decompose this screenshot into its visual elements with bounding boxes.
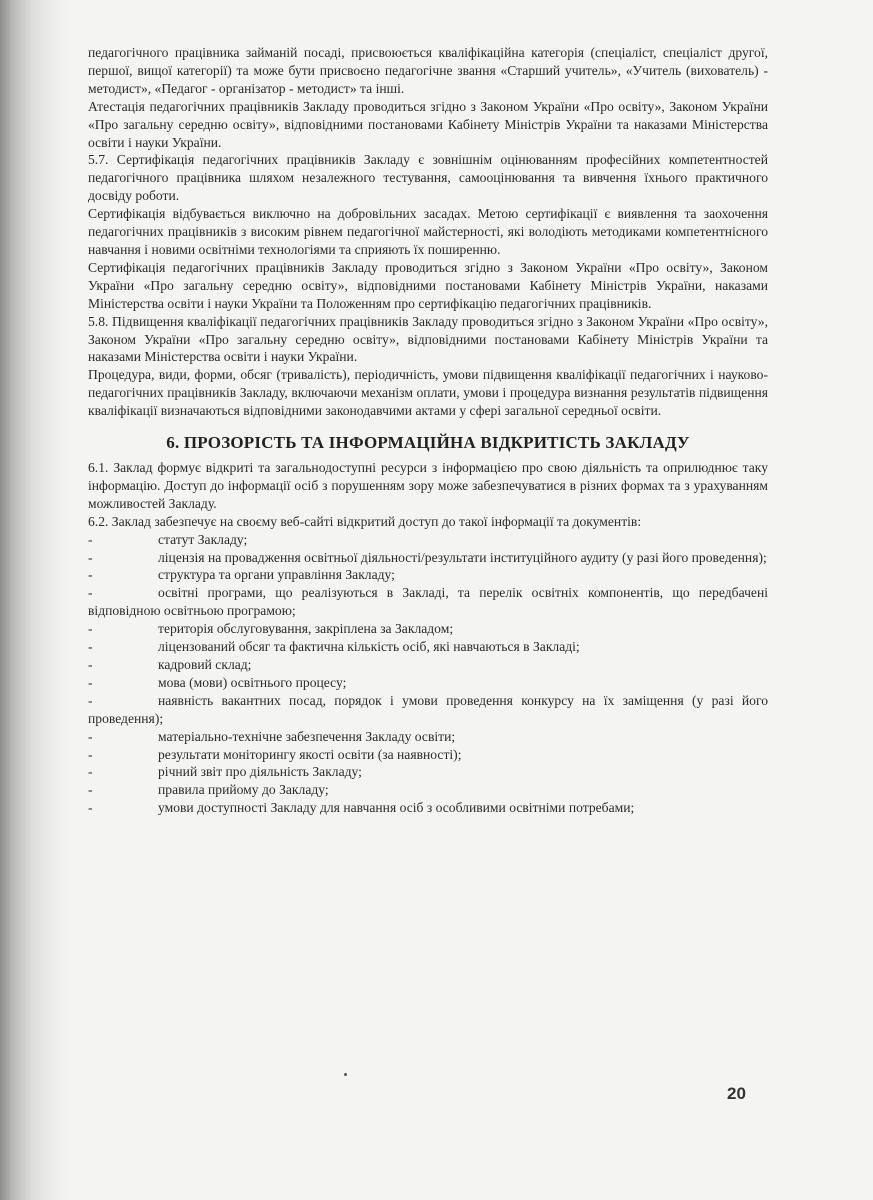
- list-item-text: річний звіт про діяльність Закладу;: [158, 764, 362, 780]
- list-item: [88, 781, 768, 799]
- paragraph: 5.7. Сертифікація педагогічних працівників Закладу є зовнішнім оцінюванням професійних компетентностей педагогічного працівника шляхом незалежного тестування, самооцінювання та вивчення їхнього практичного досвіду роботи.: [88, 152, 768, 204]
- list-item-text: ліцензія на провадження освітньої діяльності/результати інституційного аудиту (у разі його проведення);: [158, 549, 767, 565]
- paragraph: Атестація педагогічних працівників Закладу проводиться згідно з Законом України «Про освіту», Законом України «Про загальну середню освіту», відповідними постановами Кабінету Міністрів України та наказами Міністерства освіти і науки України.: [88, 98, 768, 150]
- list-item: [88, 531, 768, 549]
- bullet-dash: -: [88, 800, 93, 816]
- paragraph: 5.8. Підвищення кваліфікації педагогічних працівників Закладу проводиться згідно з Законом України «Про освіту», Законом України «Про загальну середню освіту», відповідними постановами Кабінету Міністрів України та наказами Міністерства освіти і науки України.: [88, 313, 768, 365]
- list-item-text: ліцензований обсяг та фактична кількість осіб, які навчаються в Закладі;: [158, 639, 580, 655]
- list-item: [88, 549, 768, 567]
- list-item: [88, 692, 768, 728]
- list-item: [88, 638, 768, 656]
- list-item-text: умови доступності Закладу для навчання осіб з особливими освітніми потребами;: [158, 800, 635, 816]
- paragraph: 6.2. Заклад забезпечує на своєму веб-сайті відкритий доступ до такої інформації та документів:: [88, 513, 642, 529]
- bullet-dash: -: [88, 764, 93, 780]
- paragraph: Сертифікація педагогічних працівників Закладу проводиться згідно з Законом України «Про освіту», Законом України «Про загальну середню освіту», відповідними постановами Кабінету Міністрів України, наказами Міністерства освіти і науки України та Положенням про сертифікацію педагогічних працівників.: [88, 259, 768, 311]
- paragraph: Процедура, види, форми, обсяг (тривалість), періодичність, умови підвищення кваліфікації педагогічних і науково-педагогічних працівників Закладу, включаючи механізм оплати, умови і процедура визнання результатів підвищення кваліфікації визначаються відповідними законодавчими актами у сфері загальної середньої освіти.: [88, 367, 768, 419]
- list-item: [88, 620, 768, 638]
- list-item: [88, 763, 768, 781]
- scan-edge-shadow: [0, 0, 70, 1200]
- bullet-dash: -: [88, 585, 93, 601]
- list-item-text: статут Закладу;: [158, 531, 248, 547]
- paragraph: педагогічного працівника займаній посаді, присвоюється кваліфікаційна категорія (спеціаліст, спеціаліст другої, першої, вищої категорії) та може бути присвоєно педагогічне звання «Старший учитель», «Учитель (вихователь) - методист», «Педагог - організатор - методист» та інші.: [88, 45, 768, 96]
- document-page: [88, 44, 768, 817]
- list-item-text: освітні програми, що реалізуються в Закладі, та перелік освітніх компонентів, що передбачені відповідною освітньою програмою;: [88, 585, 768, 619]
- list-item-text: правила прийому до Закладу;: [158, 782, 329, 798]
- list-item: [88, 746, 768, 764]
- bullet-dash: -: [88, 692, 93, 708]
- bullet-dash: -: [88, 746, 93, 762]
- list-item: [88, 674, 768, 692]
- bullet-dash: -: [88, 531, 93, 547]
- section-heading: 6. ПРОЗОРІСТЬ ТА ІНФОРМАЦІЙНА ВІДКРИТІСТЬ ЗАКЛАДУ: [166, 433, 690, 453]
- paragraph: 6.1. Заклад формує відкриті та загальнодоступні ресурси з інформацією про свою діяльність та оприлюднює таку інформацію. Доступ до інформації осіб з порушенням зору може забезпечуватися в різних формах та з урахуванням можливостей Закладу.: [88, 460, 768, 511]
- list-item-text: територія обслуговування, закріплена за Закладом;: [158, 621, 454, 637]
- list-item-text: мова (мови) освітнього процесу;: [158, 674, 347, 690]
- list-item: [88, 656, 768, 674]
- list-item-text: структура та органи управління Закладу;: [158, 567, 395, 583]
- bullet-dash: -: [88, 567, 93, 583]
- bullet-dash: -: [88, 728, 93, 744]
- bullet-dash: -: [88, 674, 93, 690]
- list-item-text: матеріально-технічне забезпечення Закладу освіти;: [158, 728, 456, 744]
- list-item-text: результати моніторингу якості освіти (за наявності);: [158, 746, 462, 762]
- scan-speck: [344, 1073, 347, 1076]
- page-number: 20: [727, 1084, 746, 1103]
- bullet-dash: -: [88, 621, 93, 637]
- list-item: [88, 584, 768, 620]
- list-item-text: кадровий склад;: [158, 657, 252, 672]
- list-item-text: наявність вакантних посад, порядок і умови проведення конкурсу на їх заміщення (у разі його проведення);: [88, 692, 768, 726]
- bullet-list: [88, 531, 768, 818]
- bullet-dash: -: [88, 657, 93, 672]
- bullet-dash: -: [88, 549, 93, 565]
- list-item: [88, 799, 768, 817]
- list-item: [88, 566, 768, 584]
- bullet-dash: -: [88, 639, 93, 655]
- paragraph: Сертифікація відбувається виключно на добровільних засадах. Метою сертифікації є виявлення та заохочення педагогічних працівників з високим рівнем педагогічної майстерності, які володіють методиками компетентнісного навчання і новими освітніми технологіями та сприяють їх поширенню.: [88, 206, 768, 257]
- list-item: [88, 728, 768, 746]
- bullet-dash: -: [88, 782, 93, 798]
